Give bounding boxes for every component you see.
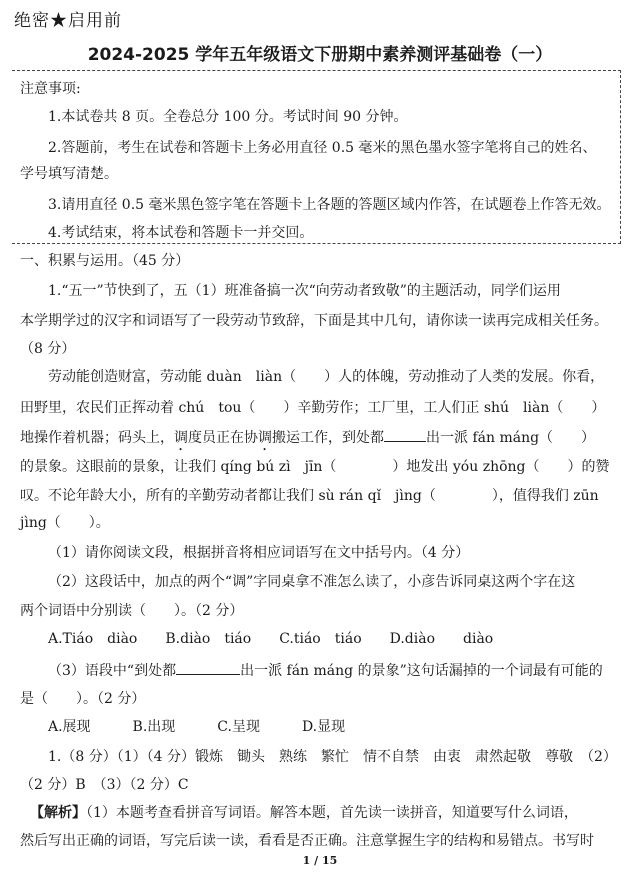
sub-question-1: （1）请你阅读文段，根据拼音将相应词语写在文中括号内。（4 分）	[48, 545, 470, 561]
passage-line-1: 劳动能创造财富，劳动能 duàn liàn（ ）人的体魄，劳动推动了人类的发展。你看，	[48, 369, 605, 385]
notice-box	[12, 70, 621, 244]
sub-question-3a-post: 出一派 fán máng 的景象”这句话漏掉的一个词最有可能的	[240, 663, 603, 679]
passage-line-2: 田野里，农民们正挥动着 chú tou（ ）辛勤劳作；工厂里，工人们正 shú liàn（ ）	[20, 400, 606, 416]
notice-item-2b: 学号填写清楚。	[20, 166, 118, 182]
analysis-line-2: 然后写出正确的词语，写完后读一读，看看是否正确。注意掌握生字的结构和易错点。书写时	[20, 833, 594, 849]
analysis-label: 【解析】	[30, 805, 86, 821]
sub-question-2-options: A.Tiáo diào B.diào tiáo C.tiáo tiáo D.diào diào	[48, 631, 494, 647]
analysis-line-1	[30, 802, 578, 822]
passage-line-5: 叹。不论年龄大小，所有的辛勤劳动者都让我们 sù rán qǐ jìng（ ），值得我们 zūn	[20, 488, 599, 504]
notice-item-1: 1.本试卷共 8 页。全卷总分 100 分。考试时间 90 分钟。	[48, 109, 408, 125]
q1-line-1: 1.“五一”节快到了，五（1）班准备搞一次“向劳动者致敬”的主题活动，同学们运用	[48, 283, 561, 299]
sub-question-2b: 两个词语中分别读（ ）。（2 分）	[20, 603, 244, 619]
dotted-char-1: 调	[174, 430, 188, 446]
q1-line-2: 本学期学过的汉字和词语写了一段劳动节致辞，下面是其中几句，请你读一读再完成相关任务。	[20, 313, 608, 329]
notice-item-2a: 2.答题前，考生在试卷和答题卡上务必用直径 0.5 毫米的黑色墨水签字笔将自己的姓名、	[48, 140, 597, 156]
exam-title: 2024-2025 学年五年级语文下册期中素养测评基础卷（一）	[87, 45, 553, 65]
sub-question-3-options: A.展现 B.出现 C.呈现 D.显现	[48, 719, 346, 735]
answer-blank	[384, 427, 426, 442]
passage-line-6: jìng（ ）。	[20, 515, 110, 531]
answer-line-2: （2 分）B （3）（2 分）C	[20, 777, 189, 793]
notice-heading: 注意事项:	[20, 81, 81, 97]
dotted-char-2: 调	[258, 430, 272, 446]
analysis-text-1: （1）本题考查看拼音写词语。解答本题，首先读一读拼音，知道要写什么词语，	[86, 805, 578, 821]
passage-line-3-b: 度员正在协	[188, 430, 258, 446]
answer-line-1: 1.（8 分）（1）（4 分）锻炼 锄头 熟练 繁忙 情不自禁 由衷 肃然起敬 尊敬 （2）	[48, 749, 617, 765]
sub-question-3a-pre: （3）语段中“到处都	[48, 663, 177, 679]
sub-question-3a	[48, 660, 603, 680]
page-number: 1 / 15	[302, 854, 338, 867]
passage-line-4: 的景象。这眼前的景象，让我们 qíng bú zì jīn（ ）地发出 yóu zhōng（ ）的赞	[20, 459, 610, 475]
section-heading: 一、积累与运用。（45 分）	[20, 253, 190, 269]
answer-blank	[176, 660, 240, 675]
sub-question-2a: （2）这段话中，加点的两个“调”字同桌拿不准怎么读了，小彦告诉同桌这两个字在这	[48, 574, 576, 590]
passage-line-3-a: 地操作着机器；码头上，	[20, 430, 174, 446]
notice-item-4: 4.考试结束，将本试卷和答题卡一并交回。	[48, 225, 314, 241]
secret-label: 绝密★启用前	[14, 11, 122, 31]
passage-line-3-d: 出一派 fán máng（ ）	[426, 430, 596, 446]
sub-question-3b: 是（ ）。（2 分）	[20, 691, 146, 707]
q1-line-3: （8 分）	[20, 341, 76, 357]
passage-line-3-c: 搬运工作，到处都	[272, 430, 384, 446]
notice-item-3: 3.请用直径 0.5 毫米黑色签字笔在答题卡上各题的答题区域内作答，在试题卷上作答无效。	[48, 197, 611, 213]
passage-line-3	[20, 427, 595, 454]
